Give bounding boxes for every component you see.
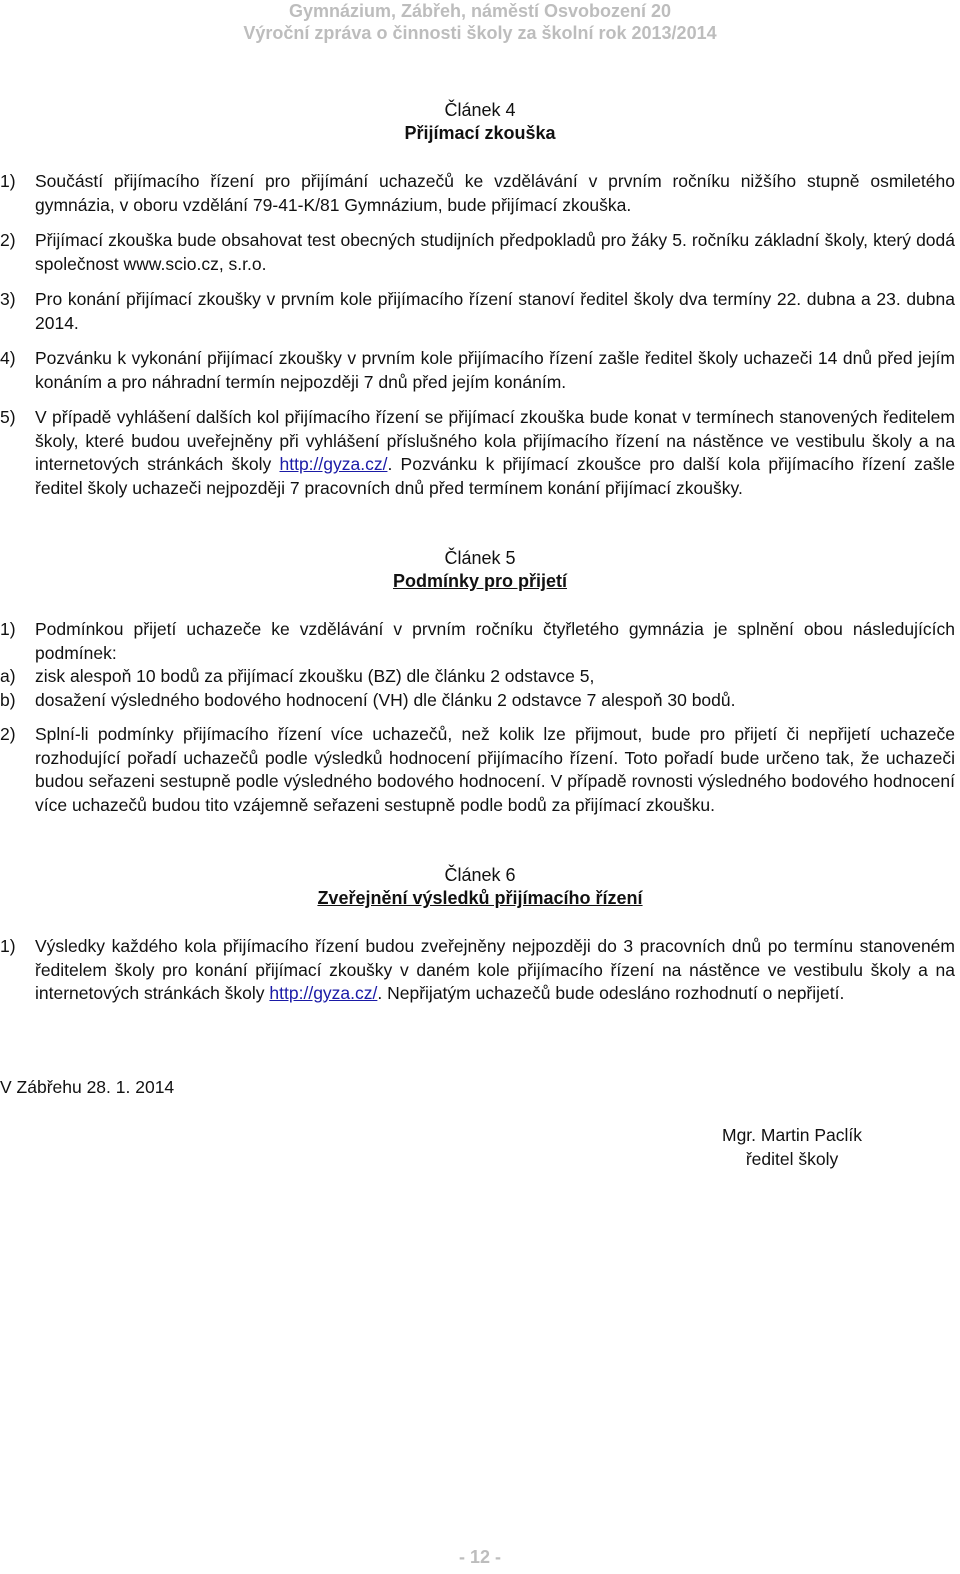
article4-item-1 [0, 170, 955, 217]
item-number: 2) [0, 724, 16, 744]
item-text [35, 935, 955, 1006]
item-text-part: . Nepřijatým uchazečů bude odesláno rozhodnutí o nepřijetí. [377, 983, 845, 1003]
item-text: Součástí přijímacího řízení pro přijímání uchazečů ke vzdělávání v prvním ročníku nižšího stupně osmiletého gymnázia, v oboru vzdělání 79-41-K/81 Gymnázium, bude přijímací zkouška. [35, 171, 955, 215]
list-item [0, 665, 955, 689]
article4-heading [0, 99, 960, 145]
signatory-role: ředitel školy [745, 1148, 839, 1169]
article4-item-3 [0, 288, 955, 335]
list-label: b) [0, 689, 16, 710]
article4-item-4 [0, 347, 955, 394]
list-text: zisk alespoň 10 bodů za přijímací zkoušku (BZ) dle článku 2 odstavce 5, [35, 666, 595, 686]
article6-number: Článek 6 [444, 865, 516, 885]
item-text: Přijímací zkouška bude obsahovat test obecných studijních předpokladů pro žáky 5. ročníku základní školy, který dodá společnost www.scio.cz, s.r.o. [35, 230, 955, 274]
school-website-link[interactable]: http://gyza.cz/ [279, 454, 388, 474]
item-text: Pozvánku k vykonání přijímací zkoušky v prvním kole přijímacího řízení zašle ředitel školy uchazeči 14 dnů před jejím konáním a pro náhradní termín nejpozději 7 dnů před jejím konáním. [35, 348, 955, 392]
article5-item-1 [0, 618, 955, 712]
article4-item-5 [0, 406, 955, 500]
item-number: 4) [0, 348, 16, 368]
article5-item-2 [0, 723, 955, 817]
item-number: 3) [0, 289, 16, 309]
article6-item-1 [0, 935, 955, 1006]
article4-number: Článek 4 [444, 100, 516, 120]
item-text-part: V případě vyhlášení dalších kol přijímacího řízení se přijímací zkouška bude konat v termínech stanovených ředitelem školy, které budou uveřejněny při vyhlášení příslušného kola přijímacího řízení na nástěnce ve vestibulu školy a na internetových stránkách školy [35, 407, 955, 474]
article5-title: Podmínky pro přijetí [392, 571, 568, 591]
school-website-link[interactable]: http://gyza.cz/ [269, 983, 378, 1003]
item-number: 1) [0, 936, 16, 956]
item-text-part: Výsledky každého kola přijímacího řízení budou zveřejněny nejpozději do 3 pracovních dnů po termínu stanoveném ředitelem školy pro konání přijímací zkoušky v daném kole přijímacího řízení na nástěnce ve vestibulu školy a na internetových stránkách školy [35, 936, 955, 1003]
item-number: 2) [0, 230, 16, 250]
item-text: Pro konání přijímací zkoušky v prvním kole přijímacího řízení stanoví ředitel školy dva termíny 22. dubna a 23. dubna 2014. [35, 289, 955, 333]
list-item [0, 689, 955, 713]
article6-heading [0, 864, 960, 910]
header-report-title: Výroční zpráva o činnosti školy za školní rok 2013/2014 [243, 23, 717, 43]
place-and-date: V Zábřehu 28. 1. 2014 [0, 1077, 175, 1097]
item-number: 1) [0, 619, 16, 639]
article5-heading [0, 547, 960, 593]
article5-number: Článek 5 [444, 548, 516, 568]
page-number: - 12 - [458, 1547, 501, 1567]
item-text: Splní-li podmínky přijímacího řízení více uchazečů, než kolik lze přijmout, bude pro přijetí či nepřijetí uchazeče rozhodující pořadí uchazečů podle výsledků hodnocení přijímacího řízení. Toto pořadí bude určeno tak, že uchazeči budou seřazeni sestupně podle výsledného bodového hodnocení. V případě rovnosti výsledného bodového hodnocení více uchazečů budou tito vzájemně seřazeni sestupně podle bodů za přijímací zkoušku. [35, 724, 955, 815]
item-number: 5) [0, 407, 16, 427]
conditions-list [0, 665, 955, 712]
item-text [35, 406, 955, 500]
item-number: 1) [0, 171, 16, 191]
article6-title: Zveřejnění výsledků přijímacího řízení [317, 888, 643, 908]
signatory-name: Mgr. Martin Paclík [722, 1125, 863, 1145]
list-text: dosažení výsledného bodového hodnocení (VH) dle článku 2 odstavce 7 alespoň 30 bodů. [35, 689, 736, 710]
article4-item-2 [0, 229, 955, 276]
header-school-name: Gymnázium, Zábřeh, náměstí Osvobození 20 [288, 1, 672, 21]
item-text-part: . Pozvánku k přijímací zkoušce pro další kola přijímacího řízení zašle ředitel školy uchazeči nejpozději 7 pracovních dnů před termínem konání přijímací zkoušky. [35, 454, 955, 498]
item-text: Podmínkou přijetí uchazeče ke vzdělávání v prvním ročníku čtyřletého gymnázia je splnění obou následujících podmínek: [35, 619, 955, 663]
signature-block [722, 1124, 862, 1171]
list-label: a) [0, 666, 16, 686]
article4-title: Přijímací zkouška [404, 123, 556, 143]
